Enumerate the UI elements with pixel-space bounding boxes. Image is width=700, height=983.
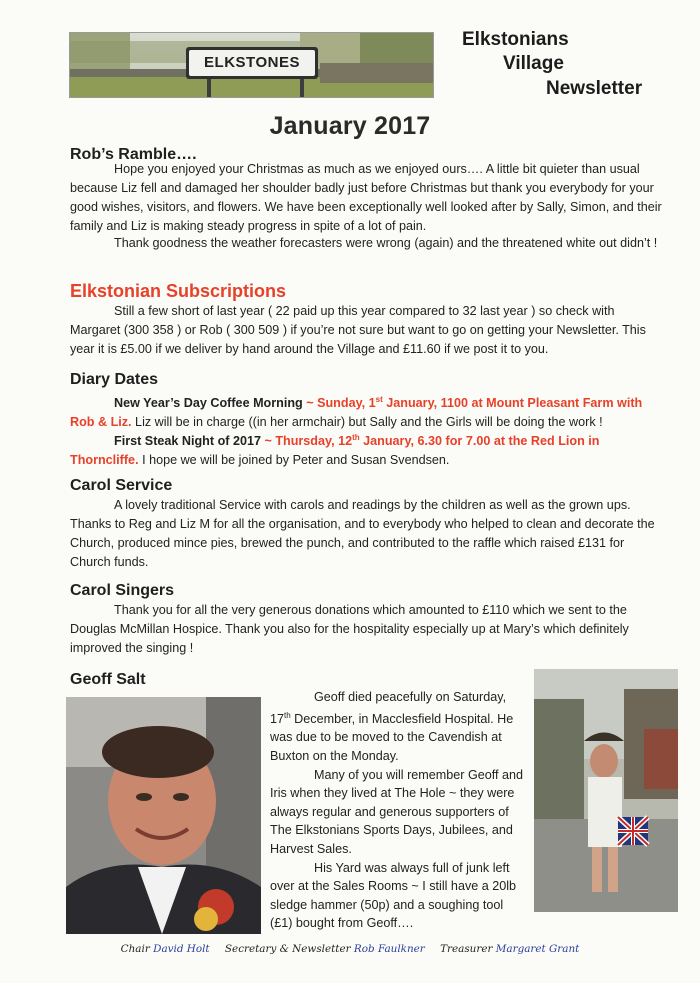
footer-chair-label: Chair <box>120 943 150 955</box>
carol-service-heading: Carol Service <box>70 477 173 494</box>
diary-item-steak-night: First Steak Night of 2017 ~ Thursday, 12th January, 6.30 for 7.00 at the Red Lion in Thorncliffe. I hope we will be joined by Peter and Susan Svendsen. <box>70 433 600 468</box>
carol-service-para: A lovely traditional Service with carols and readings by the children as well as the grown ups. Thanks to Reg and Liz M for all the organisation, and to everybody who helped to clean and decorate the Church, produced mince pies, brewed the punch, and contributed to the raffle which raised £131 for Church funds. <box>70 498 655 569</box>
geoff-salt-para-3: His Yard was always full of junk left over at the Sales Rooms ~ I still have a 20lb sledge hammer (50p) and a soughing tool (£1) bought from Geoff…. <box>270 860 517 931</box>
footer-treasurer-label: Treasurer <box>440 943 493 955</box>
robs-ramble-para-1: Hope you enjoyed your Christmas as much as we enjoyed ours…. A little bit quieter than usual because Liz fell and damaged her shoulder badly just before Christmas but thank you everybody for your good wishes, visitors, and flowers. We have been exceptionally well looked after by Sally, Simon, and their family and Liz is making steady progress in spite of a lot of pain. <box>70 162 662 233</box>
village-sign-photo <box>69 32 434 98</box>
masthead-line-1: Elkstonians <box>462 29 569 50</box>
geoff-salt-heading: Geoff Salt <box>70 671 146 688</box>
union-jack-street-photo <box>534 669 678 912</box>
diary-item-coffee-morning: New Year’s Day Coffee Morning ~ Sunday, 1st January, 1100 at Mount Pleasant Farm with Rob & Liz. Liz will be in charge ((in her armchair) but Sally and the Girls will be doing the work ! <box>70 395 643 430</box>
footer-secretary-label: Secretary & Newsletter <box>224 943 351 955</box>
diary-heading: Diary Dates <box>70 371 159 388</box>
footer-chair-name: David Holt <box>153 943 210 955</box>
subscriptions-heading: Elkstonian Subscriptions <box>70 281 287 301</box>
geoff-salt-text <box>270 688 528 933</box>
robs-ramble-heading: Rob’s Ramble…. <box>70 146 197 163</box>
robs-ramble-para-2: Thank goodness the weather forecasters were wrong (again) and the threatened white out didn’t ! <box>114 236 658 250</box>
footer-treasurer-name: Margaret Grant <box>495 943 580 955</box>
masthead-line-3: Newsletter <box>546 78 643 99</box>
masthead-line-2: Village <box>503 53 564 74</box>
footer-secretary-name: Rob Faulkner <box>353 943 425 955</box>
village-sign-text: ELKSTONES <box>204 54 300 71</box>
subscriptions-para: Still a few short of last year ( 22 paid up this year compared to 32 last year ) so check with Margaret (300 358 ) or Rob ( 300 509 ) if you’re not sure but want to go on getting your Newsletter. This year it is £5.00 if we deliver by hand around the Village and £11.60 if we post it to you. <box>70 304 646 356</box>
issue-title: January 2017 <box>269 112 431 140</box>
geoff-salt-para-1: Geoff died peacefully on Saturday, 17th December, in Macclesfield Hospital. He was due to be moved to the Cavendish at Buxton on the Monday. <box>270 690 514 763</box>
carol-singers-heading: Carol Singers <box>70 582 175 599</box>
geoff-salt-para-2: Many of you will remember Geoff and Iris when they lived at The Hole ~ they were always regular and generous supporters of The Elkstonians Sports Days, Jubilees, and Harvest Sales. <box>270 767 524 856</box>
footer-officers <box>0 943 700 955</box>
carol-singers-para: Thank you for all the very generous donations which amounted to £110 which we sent to the Douglas McMillan Hospice. Thank you also for the hospitality especially up at Mary’s which definitely improved the singing ! <box>70 603 629 655</box>
geoff-portrait-photo <box>66 697 261 934</box>
